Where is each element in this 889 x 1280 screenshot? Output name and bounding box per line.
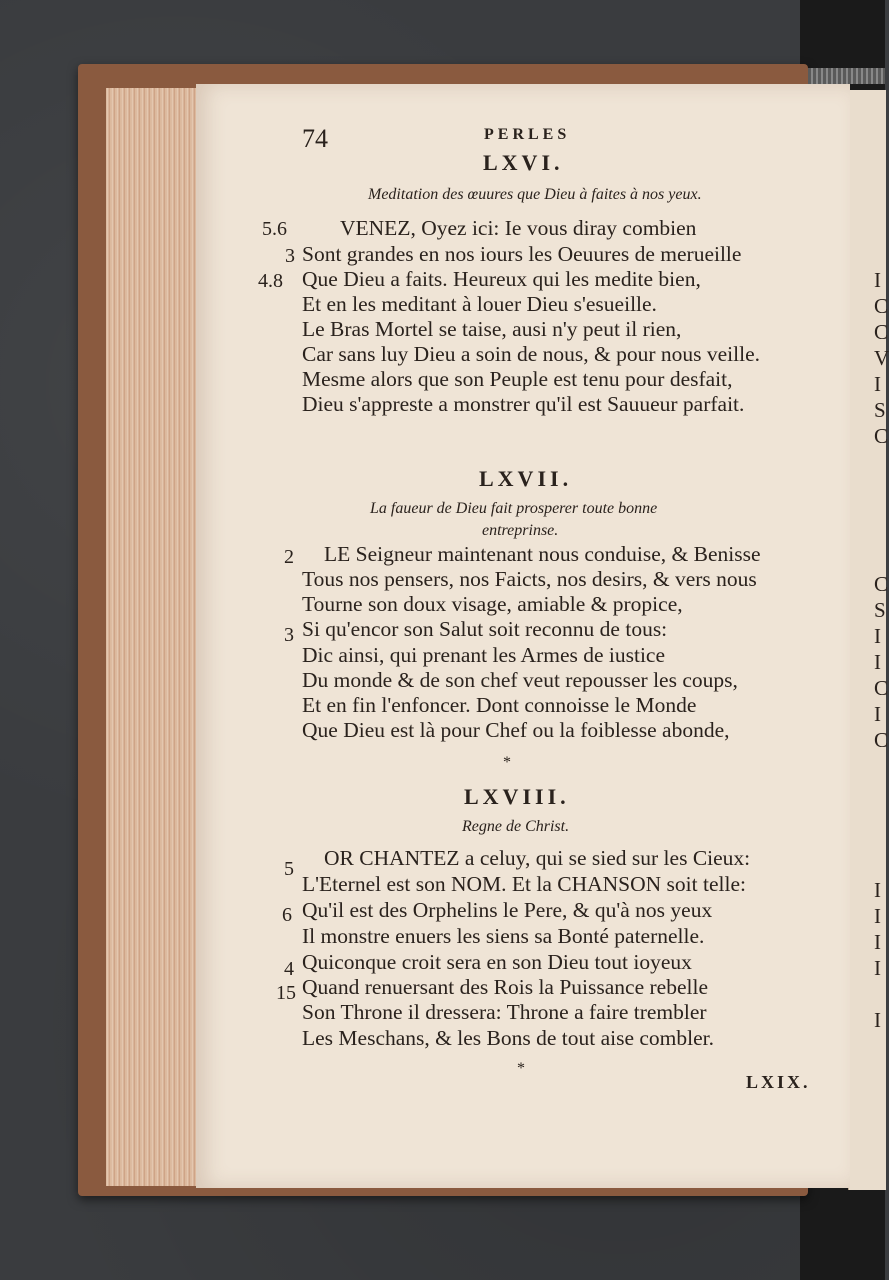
catchword: LXIX.: [746, 1072, 811, 1092]
section-heading: LXVII.: [479, 466, 573, 491]
facing-page-letter: C: [874, 424, 889, 448]
verse-line: Les Meschans, & les Bons de tout aise combler.: [302, 1026, 715, 1050]
margin-reference: 5.6: [262, 218, 287, 240]
section-subtitle: Meditation des œuures que Dieu à faites à nos yeux.: [368, 186, 702, 203]
verse-line: Que Dieu est là pour Chef ou la foiblesse abonde,: [302, 718, 730, 742]
verse-line: Tourne son doux visage, amiable & propice,: [302, 592, 683, 616]
facing-page-letter: I: [874, 624, 881, 648]
verse-line: Sont grandes en nos iours les Oeuures de merueille: [302, 242, 742, 266]
facing-page-letter: V: [874, 346, 889, 370]
facing-page-letter: C: [874, 294, 889, 318]
verse-line: Son Throne il dressera: Throne a faire trembler: [302, 1000, 707, 1024]
verse-line: Quiconque croit sera en son Dieu tout ioyeux: [302, 950, 692, 974]
verse-line: Si qu'encor son Salut soit reconnu de tous:: [302, 617, 668, 641]
page-block-edge: [106, 88, 198, 1186]
facing-page-letter: I: [874, 904, 881, 928]
ornament-asterisk: *: [503, 754, 511, 771]
facing-page-letter: S: [874, 398, 886, 422]
running-head: PERLES: [484, 126, 571, 143]
facing-page-letter: I: [874, 372, 881, 396]
verse-line: Dic ainsi, qui prenant les Armes de iustice: [302, 643, 666, 667]
margin-reference: 5: [284, 858, 294, 880]
verse-line: Qu'il est des Orphelins le Pere, & qu'à nos yeux: [302, 898, 713, 922]
facing-page-letter: I: [874, 930, 881, 954]
facing-page-letter: C: [874, 676, 889, 700]
facing-page-letter: I: [874, 1008, 881, 1032]
facing-page-letter: C: [874, 320, 889, 344]
verse-line: VENEZ, Oyez ici: Ie vous diray combien: [340, 216, 697, 240]
section-heading: LXVI.: [483, 150, 564, 175]
facing-page-letter: C: [874, 728, 889, 752]
verse-line: Il monstre enuers les siens sa Bonté paternelle.: [302, 924, 705, 948]
verse-line: LE Seigneur maintenant nous conduise, & Benisse: [324, 542, 761, 566]
margin-reference: 15: [276, 982, 296, 1004]
margin-reference: 4.8: [258, 270, 283, 292]
facing-page-letter: S: [874, 598, 886, 622]
facing-page-letter: I: [874, 878, 881, 902]
verse-line: OR CHANTEZ a celuy, qui se sied sur les Cieux:: [324, 846, 751, 870]
verse-line: Et en fin l'enfoncer. Dont connoisse le Monde: [302, 693, 697, 717]
margin-reference: 3: [284, 624, 294, 646]
verse-line: Tous nos pensers, nos Faicts, nos desirs, & vers nous: [302, 567, 757, 591]
section-subtitle: La faueur de Dieu fait prosperer toute bonne: [370, 500, 658, 517]
margin-reference: 6: [282, 904, 292, 926]
margin-reference: 3: [285, 245, 295, 267]
verse-line: Du monde & de son chef veut repousser les coups,: [302, 668, 738, 692]
verse-line: Dieu s'appreste a monstrer qu'il est Sauueur parfait.: [302, 392, 745, 416]
facing-page-letter: I: [874, 956, 881, 980]
section-subtitle: Regne de Christ.: [462, 818, 570, 835]
facing-page-letter: I: [874, 702, 881, 726]
page-number: 74: [302, 124, 328, 153]
margin-reference: 4: [284, 958, 294, 980]
verse-line: Le Bras Mortel se taise, ausi n'y peut il rien,: [302, 317, 682, 341]
verse-line: Car sans luy Dieu a soin de nous, & pour nous veille.: [302, 342, 761, 366]
verse-line: Et en les meditant à louer Dieu s'esueille.: [302, 292, 657, 316]
facing-page-letter: I: [874, 650, 881, 674]
verse-line: L'Eternel est son NOM. Et la CHANSON soit telle:: [302, 872, 746, 896]
section-subtitle: entreprinse.: [482, 522, 559, 539]
headband: [808, 68, 885, 84]
facing-page-letter: I: [874, 268, 881, 292]
section-heading: LXVIII.: [464, 784, 570, 809]
verse-line: Mesme alors que son Peuple est tenu pour desfait,: [302, 367, 733, 391]
verse-line: Quand renuersant des Rois la Puissance rebelle: [302, 975, 708, 999]
ornament-asterisk: *: [517, 1060, 525, 1077]
margin-reference: 2: [284, 546, 294, 568]
facing-page-letter: C: [874, 572, 889, 596]
verse-line: Que Dieu a faits. Heureux qui les medite bien,: [302, 267, 701, 291]
